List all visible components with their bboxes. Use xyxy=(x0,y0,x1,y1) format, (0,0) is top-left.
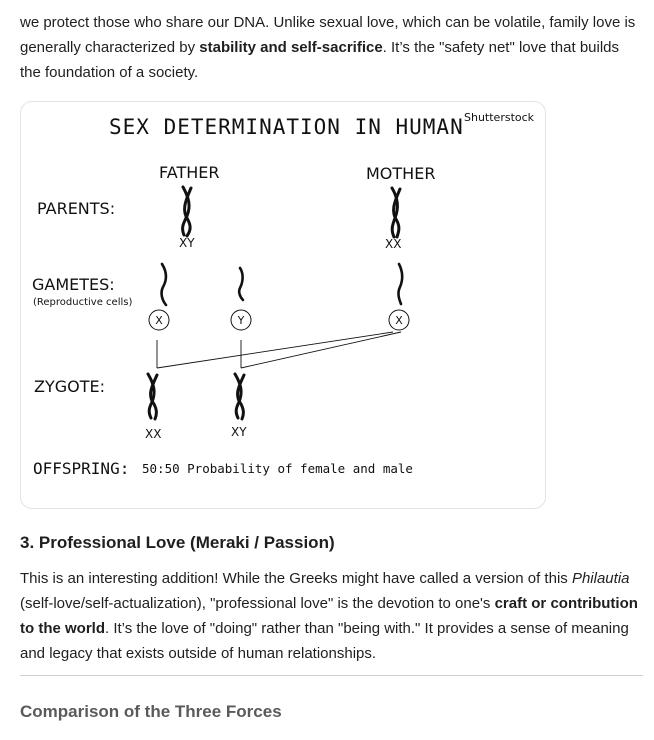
gametes-sublabel: (Reproductive cells) xyxy=(33,297,133,308)
mother-chromosome-icon xyxy=(392,188,400,237)
section-heading-professional-love: 3. Professional Love (Meraki / Passion) xyxy=(20,533,335,552)
watermark: Shutterstock xyxy=(464,111,535,124)
section3-bold: craft or contribution to the world xyxy=(20,595,638,637)
parents-label: PARENTS: xyxy=(37,199,116,218)
cross-lines xyxy=(157,332,401,368)
offspring-text: 50:50 Probability of female and male xyxy=(142,461,413,476)
section3-text-2: (self-love/self-actualization), "professional love" is the devotion to one's xyxy=(20,595,495,612)
section-divider xyxy=(20,675,643,676)
zygote-label: ZYGOTE: xyxy=(34,377,105,396)
professional-love-paragraph xyxy=(20,566,644,666)
zygote-left-genotype: XX xyxy=(145,427,162,441)
zygote-xx-chromosome-icon xyxy=(148,374,157,419)
section3-italic: Philautia xyxy=(571,570,630,587)
father-genotype: XY xyxy=(179,236,195,250)
gametes-label: GAMETES: xyxy=(32,275,115,294)
intro-text-2: . It’s the "safety net" love that builds the foundation of a society. xyxy=(20,39,620,81)
zygote-xy-chromosome-icon xyxy=(235,374,244,419)
gamete-chromosome-icon xyxy=(162,264,166,305)
gamete-chromosome-icon xyxy=(239,268,243,300)
section-heading-comparison: Comparison of the Three Forces xyxy=(20,702,282,721)
gamete-y-label: Y xyxy=(237,314,245,327)
gamete-chromosome-icon xyxy=(398,264,402,304)
figure-card xyxy=(20,101,546,509)
offspring-label: OFFSPRING: xyxy=(33,459,130,478)
gamete-x-label: X xyxy=(155,314,163,327)
figure-title: SEX DETERMINATION IN HUMAN xyxy=(109,115,464,139)
section3-text-3: . It’s the love of "doing" rather than "being with." It provides a sense of meaning and legacy that exists outside of human relationships. xyxy=(20,620,629,662)
mother-label: MOTHER xyxy=(366,164,436,183)
gamete-x2-label: X xyxy=(395,314,403,327)
mother-genotype: XX xyxy=(385,237,402,251)
father-label: FATHER xyxy=(159,163,220,182)
zygote-right-genotype: XY xyxy=(231,425,247,439)
intro-bold: stability and self-sacrifice xyxy=(199,39,383,56)
section3-text-1: This is an interesting addition! While the Greeks might have called a version of this xyxy=(20,570,572,587)
intro-paragraph xyxy=(20,10,644,85)
father-chromosome-icon xyxy=(183,187,191,236)
intro-text-1: we protect those who share our DNA. Unlike sexual love, which can be volatile, family love is generally characterized by xyxy=(20,14,636,56)
sex-determination-diagram xyxy=(21,102,545,508)
